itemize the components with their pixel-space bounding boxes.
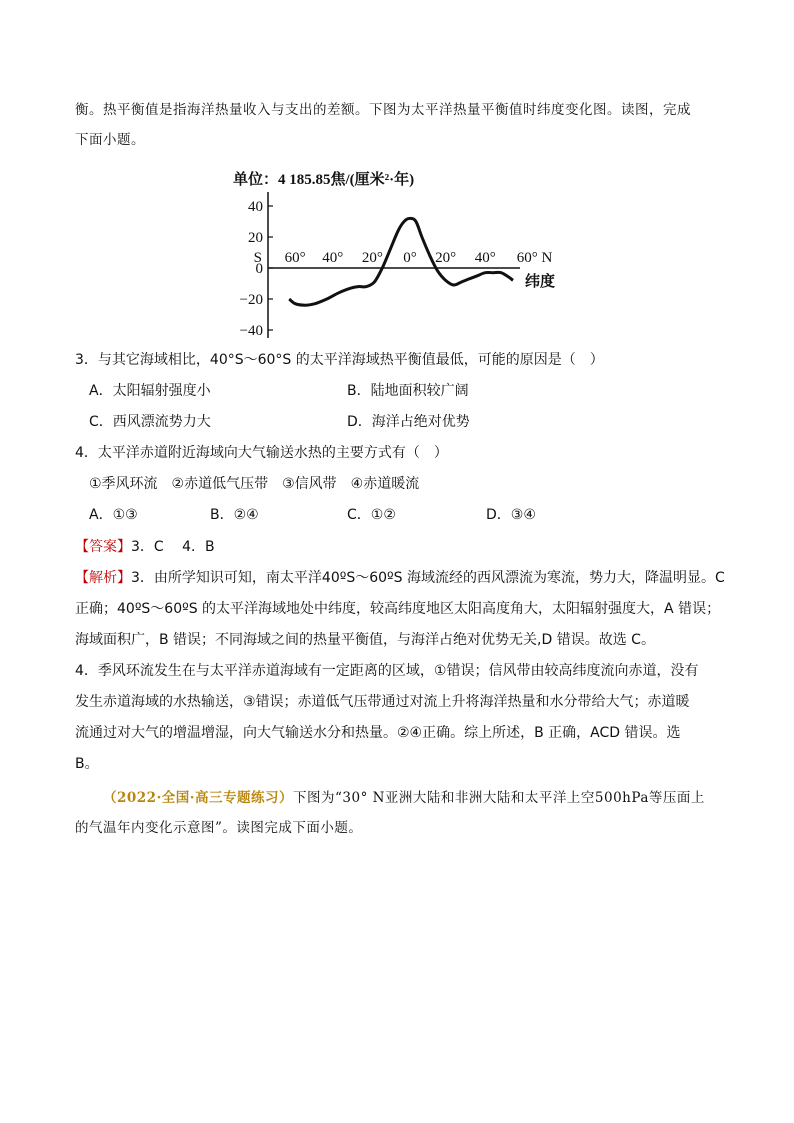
analysis-line-5: 发生赤道海域的水热输送，③错误；赤道低气压带通过对流上升将海洋热量和水分带给大气；赤道暖 (75, 694, 690, 710)
q3-option-d[interactable]: D．海洋占绝对优势 (347, 414, 470, 430)
q4-option-d[interactable]: D．③④ (486, 507, 536, 523)
analysis-line-7: B。 (75, 756, 99, 772)
x-tick-label: 0° (403, 250, 417, 266)
q3-option-b[interactable]: B．陆地面积较广阔 (347, 383, 469, 399)
intro-line-1: 衡。热平衡值是指海洋热量收入与支出的差额。下图为太平洋热量平衡值时纬度变化图。读图，完成 (75, 102, 691, 118)
intro-line-2: 下面小题。 (75, 132, 145, 148)
q4-stem: 4．太平洋赤道附近海域向大气输送水热的主要方式有（ ） (75, 445, 448, 461)
next-question-intro-1 (103, 788, 705, 808)
x-axis-ticks (254, 250, 553, 266)
x-tick-label: 40° (322, 250, 344, 266)
analysis-text-1: 3．由所学知识可知，南太平洋40ºS～60ºS 海域流经的西风漂流为寒流，势力大，降温明显。C (131, 570, 725, 586)
x-tick-label: 60° N (516, 250, 553, 266)
analysis-line-3: 海域面积广，B 错误；不同海域之间的热量平衡值，与海洋占绝对优势无关,D 错误。故选 C。 (75, 632, 655, 648)
q3-option-a[interactable]: A．太阳辐射强度小 (89, 383, 211, 399)
x-tick-label: 60° (284, 250, 306, 266)
y-tick-label: −40 (239, 323, 263, 339)
analysis-tag: 【解析】 (75, 570, 131, 586)
q3-stem: 3．与其它海域相比，40°S～60°S 的太平洋海域热平衡值最低，可能的原因是（ ） (75, 352, 604, 368)
q4-items: ①季风环流 ②赤道低气压带 ③信风带 ④赤道暖流 (89, 476, 420, 492)
x-tick-label: 40° (474, 250, 496, 266)
q4-option-b[interactable]: B．②④ (210, 507, 259, 523)
analysis-line-2: 正确；40ºS～60ºS 的太平洋海域地处中纬度，较高纬度地区太阳高度角大，太阳辐射强度大，A 错误； (75, 601, 721, 617)
analysis-line-6: 流通过对大气的增温增湿，向大气输送水分和热量。②④正确。综上所述，B 正确，ACD 错误。选 (75, 725, 681, 741)
y-tick-label: 20 (248, 230, 263, 246)
next-question-intro-2: 的气温年内变化示意图”。读图完成下面小题。 (75, 820, 363, 836)
x-tick-label: 20° (435, 250, 457, 266)
x-axis-label: 纬度 (525, 274, 556, 290)
answer-text: 3．C 4．B (131, 539, 215, 555)
source-tag: （2022·全国·高三专题练习） (103, 790, 293, 806)
q3-option-c[interactable]: C．西风漂流势力大 (89, 414, 211, 430)
x-tick-label: 20° (361, 250, 383, 266)
q4-option-a[interactable]: A．①③ (89, 507, 138, 523)
q4-option-c[interactable]: C．①② (347, 507, 396, 523)
analysis-line-4: 4．季风环流发生在与太平洋赤道海域有一定距离的区域，①错误；信风带由较高纬度流向赤道，没有 (75, 663, 699, 679)
next-text-1: 下图为“30° N亚洲大陆和非洲大陆和太平洋上空500hPa等压面上 (292, 790, 705, 806)
answer-tag: 【答案】 (75, 539, 131, 555)
heat-balance-chart (225, 160, 575, 345)
y-tick-label: 0 (255, 261, 263, 277)
y-tick-label: 40 (248, 199, 263, 215)
answer-line (75, 537, 215, 557)
y-tick-label: −20 (239, 292, 263, 308)
analysis-line-1 (75, 568, 725, 588)
chart-title: 单位：4 185.85焦/(厘米²·年) (233, 172, 415, 188)
x-tick-label: S (253, 250, 262, 266)
